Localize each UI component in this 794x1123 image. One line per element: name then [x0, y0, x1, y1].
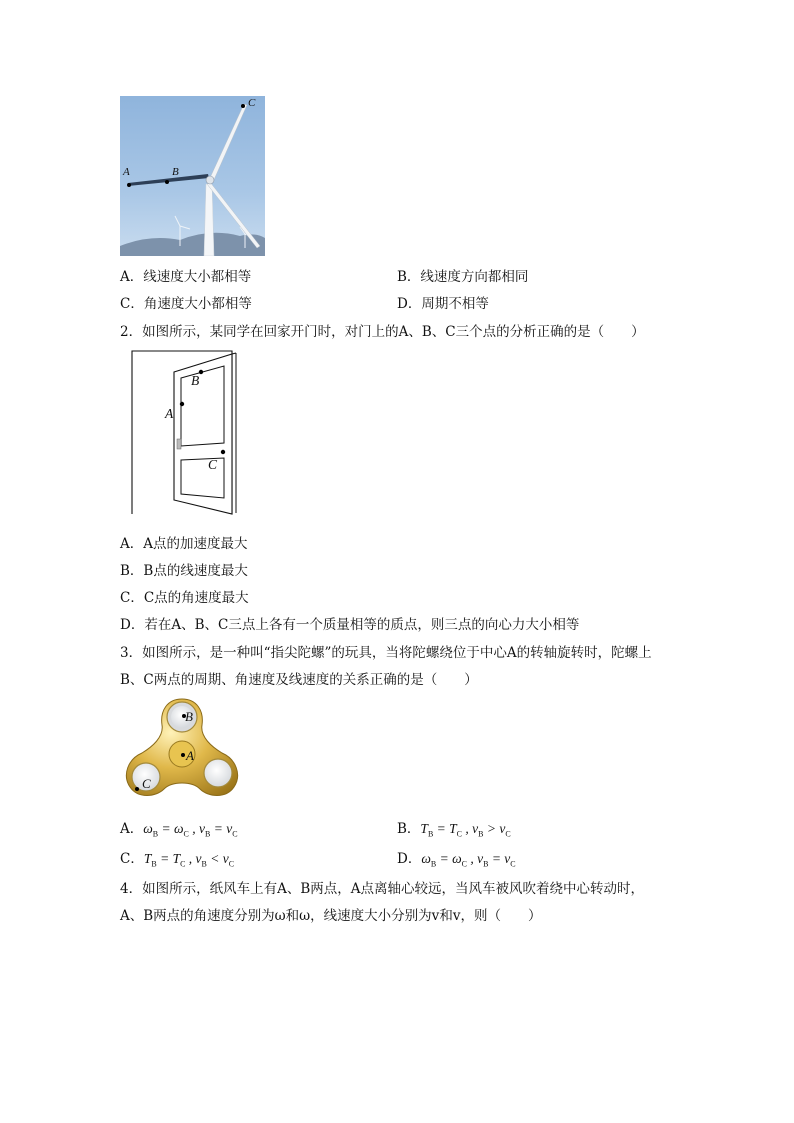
wind-turbine-figure — [120, 96, 265, 256]
q3-stem-line2: B、C两点的周期、角速度及线速度的关系正确的是（ ） — [120, 672, 478, 688]
door-point-a-dot — [180, 402, 184, 406]
point-b-label: B — [172, 166, 179, 178]
q3-option-b: B．$T_B = T_C$ , $v_B > v_C$ — [397, 821, 511, 839]
point-c-label: C — [248, 97, 256, 109]
q1-option-a: A．线速度大小都相等 — [120, 269, 252, 285]
point-a-dot — [127, 183, 131, 187]
point-b-dot — [165, 180, 169, 184]
q2-option-c: C．C点的角速度最大 — [120, 590, 249, 606]
q4-stem-line1: 4．如图所示，纸风车上有A、B两点，A点离轴心较远，当风车被风吹着绕中心转动时， — [120, 881, 645, 897]
q3-option-d: D．$\omega_B = \omega_C$ , $v_B = v_C$ — [397, 851, 516, 869]
q2-option-d: D．若在A、B、C三点上各有一个质量相等的质点，则三点的向心力大小相等 — [120, 617, 580, 633]
fidget-spinner-figure — [122, 697, 242, 802]
q4-stem-line2: A、B两点的角速度分别为ω和ω，线速度大小分别为v和v，则（ ） — [120, 908, 542, 924]
q1-option-b: B．线速度方向都相同 — [397, 269, 529, 285]
q2-stem: 2．如图所示，某同学在回家开门时，对门上的A、B、C三个点的分析正确的是（ ） — [120, 324, 645, 340]
door-illustration — [128, 348, 243, 516]
door-point-c-dot — [221, 450, 225, 454]
q3-option-c: C．$T_B = T_C$ , $v_B < v_C$ — [120, 851, 235, 869]
door-figure — [128, 348, 243, 516]
q2-option-b: B．B点的线速度最大 — [120, 563, 248, 579]
q1-option-c: C．角速度大小都相等 — [120, 296, 252, 312]
door-label-a: A — [165, 406, 174, 421]
spinner-point-c-dot — [135, 787, 139, 791]
q2-option-a: A．A点的加速度最大 — [120, 536, 248, 552]
door-label-b: B — [191, 373, 200, 388]
door-point-b-dot — [199, 370, 203, 374]
spinner-label-c: C — [142, 776, 151, 791]
spinner-label-b: B — [185, 709, 193, 724]
fidget-spinner-illustration — [122, 697, 242, 802]
q3-option-a: A．$\omega_B = \omega_C$ , $v_B = v_C$ — [120, 821, 238, 839]
spinner-label-a: A — [186, 748, 194, 763]
point-c-dot — [241, 104, 245, 108]
spinner-point-a-dot — [181, 753, 185, 757]
q3-stem-line1: 3．如图所示，是一种叫“指尖陀螺”的玩具，当将陀螺绕位于中心A的转轴旋转时，陀螺上 — [120, 645, 652, 661]
point-a-label: A — [123, 166, 130, 178]
door-label-c: C — [208, 457, 218, 472]
q1-option-d: D．周期不相等 — [397, 296, 489, 312]
wind-turbine-illustration — [120, 96, 265, 256]
